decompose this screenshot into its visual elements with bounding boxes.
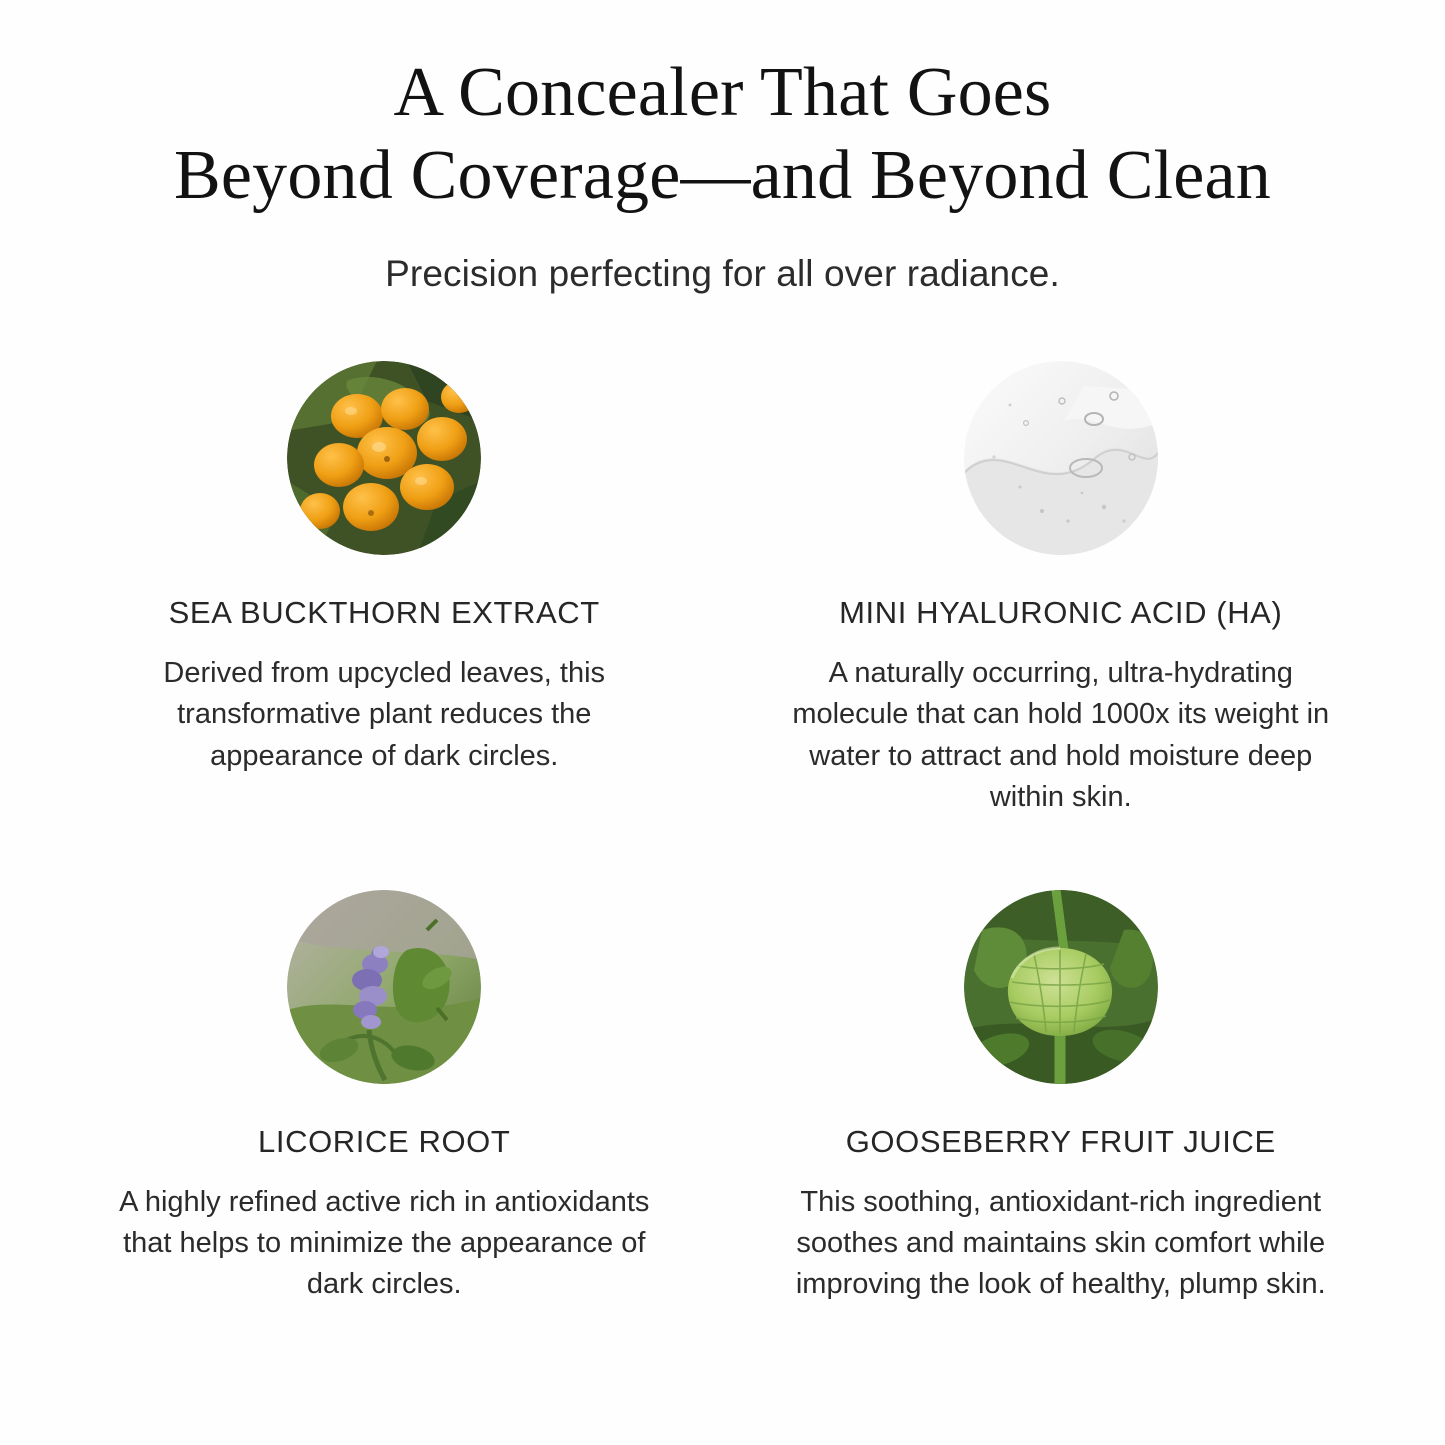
sea-buckthorn-image (287, 361, 481, 555)
ingredient-name: MINI HYALURONIC ACID (HA) (839, 595, 1283, 631)
headline-line-1: A Concealer That Goes (393, 54, 1052, 131)
licorice-root-image (287, 890, 481, 1084)
ingredient-card-sea-buckthorn (46, 361, 723, 818)
gooseberry-image (964, 890, 1158, 1084)
ingredient-grid (0, 361, 1445, 1305)
ingredient-name: LICORICE ROOT (258, 1123, 511, 1159)
ingredient-card-licorice-root (46, 890, 723, 1306)
ingredient-description: A naturally occurring, ultra-hydrating molecule that can hold 1000x its weight in water to attract and hold moisture deep within skin. (792, 657, 1330, 813)
ingredient-card-hyaluronic-acid (723, 361, 1400, 818)
ingredient-description: Derived from upcycled leaves, this transformative plant reduces the appearance of dark circles. (163, 657, 606, 772)
hyaluronic-acid-image (964, 361, 1158, 555)
page-title (78, 52, 1368, 217)
ingredient-card-gooseberry (723, 890, 1400, 1306)
ingredient-name: GOOSEBERRY FRUIT JUICE (845, 1123, 1276, 1159)
ingredient-description: A highly refined active rich in antioxidants that helps to minimize the appearance of dark circles. (119, 1185, 650, 1301)
ingredient-name: SEA BUCKTHORN EXTRACT (168, 595, 600, 631)
headline-line-2: Beyond Coverage—and Beyond Clean (174, 136, 1271, 214)
header (0, 0, 1445, 295)
ingredient-description: This soothing, antioxidant-rich ingredient soothes and maintains skin comfort while improving the look of healthy, plump skin. (795, 1185, 1326, 1301)
page-subtitle: Precision perfecting for all over radiance. (385, 253, 1060, 295)
